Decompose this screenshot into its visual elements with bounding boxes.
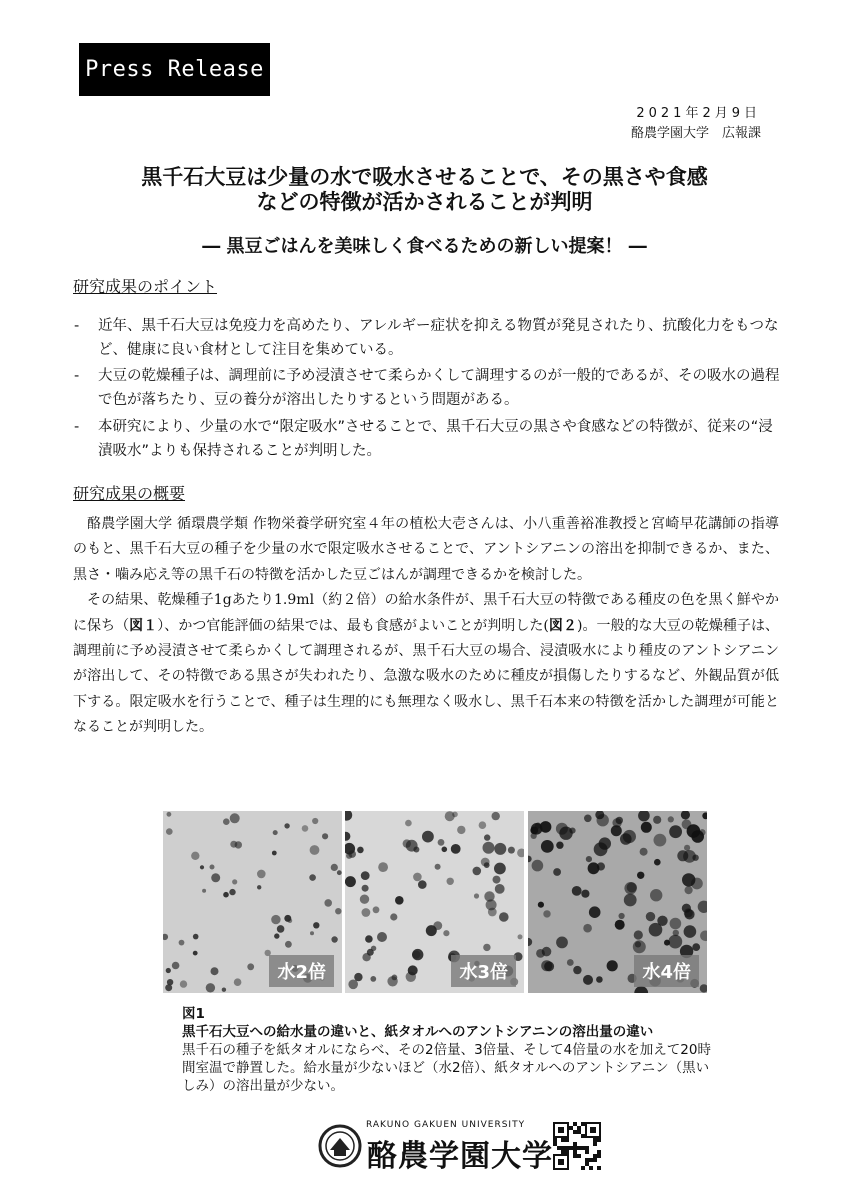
subtitle: ― 黒豆ごはんを美味しく食べるための新しい提案！ ―	[202, 236, 647, 257]
bullet-marker: -	[74, 318, 80, 334]
points-heading: 研究成果のポイント	[73, 277, 218, 296]
point-text: 近年、黒千石大豆は免疫力を高めたり、アレルギー症状を抑える物質が発見されたり、抗酸化力をもつなど、健康に良い食材として注目を集めている。	[98, 318, 779, 358]
release-date: 2021年2月9日	[636, 106, 761, 121]
figure-title: 黒千石大豆への給水量の違いと、紙タオルへのアントシアニンの溶出量の違い	[182, 1024, 654, 1040]
figure-caption-text: 黒千石の種子を紙タオルにならべ、その2倍量、3倍量、そして4倍量の水を加えて20時間室温で静置した。給水量が少ないほど（水2倍）、紙タオルへのアントシアニン（黒いしみ）の溶出量が少ない。	[182, 1042, 711, 1094]
title-line-1: 黒千石大豆は少量の水で吸水させることで、その黒さや食感	[141, 165, 708, 189]
university-emblem-icon	[318, 1124, 362, 1172]
photo-label: 水2倍	[269, 955, 334, 987]
title-line-2: などの特徴が活かされることが判明	[256, 190, 593, 214]
bullet-marker: -	[74, 368, 80, 384]
qr-code-icon	[553, 1122, 601, 1174]
photo-label: 水3倍	[451, 955, 516, 987]
figure-caption	[182, 1005, 722, 1095]
photo-water-2x	[163, 811, 342, 993]
point-text: 本研究により、少量の水で“限定吸水”させることで、黒千石大豆の黒さや食感などの特徴が、従来の“浸漬吸水”よりも保持されることが判明した。	[98, 419, 773, 459]
photo-water-3x	[345, 811, 524, 993]
paragraph-text: )。一般的な大豆の乾燥種子は、調理前に予め浸漬させて柔らかくして調理されるが、黒千石大豆の場合、浸漬吸水により種皮のアントシアニンが溶出して、その特徴である黒さが失われたり、急激な吸水のために種皮が損傷したりするなど、外観品質が低下する。限定吸水を行うことで、種子は生理的にも無理なく吸水し、黒千石本来の特徴を活かした調理が可能となることが判明した。	[73, 617, 780, 736]
photo-water-4x	[528, 811, 707, 993]
figure-number: 図1	[182, 1006, 205, 1022]
point-text: 大豆の乾燥種子は、調理前に予め浸漬させて柔らかくして調理するのが一般的であるが、その吸水の過程で色が落ちたり、豆の養分が溶出したりするという問題がある。	[98, 368, 780, 408]
summary-paragraph-2	[73, 588, 779, 740]
photo-label: 水4倍	[634, 955, 699, 987]
figure-1-reference: 図１	[129, 617, 158, 634]
summary-body	[73, 512, 779, 741]
university-name-jp: 酪農学園大学	[367, 1139, 553, 1174]
figure-2-reference: 図２	[548, 617, 577, 634]
paragraph-text: ）、かつ官能評価の結果では、最も食感がよいことが判明した(	[157, 617, 549, 634]
summary-paragraph-1: 酪農学園大学 循環農学類 作物栄養学研究室４年の植松大壱さんは、小八重善裕准教授と宮崎早花講師の指導のもと、黒千石大豆の種子を少量の水で限定吸水させることで、アントシアニンの溶出を抑制できるか、また、黒さ・噛み応え等の黒千石の特徴を活かした豆ごはんが調理できるかを検討した。	[73, 516, 779, 583]
bullet-marker: -	[74, 419, 80, 435]
summary-heading: 研究成果の概要	[73, 484, 186, 503]
university-name-en: RAKUNO GAKUEN UNIVERSITY	[366, 1120, 526, 1130]
paragraph-text: その結果、乾燥種子1gあたり1.9ml（約２倍）の給水条件が、黒千石大豆の特徴である種皮の色を黒く鮮やかに保ち（	[73, 592, 779, 634]
department: 酪農学園大学 広報課	[630, 126, 761, 141]
press-release-label: Press Release	[79, 43, 270, 96]
